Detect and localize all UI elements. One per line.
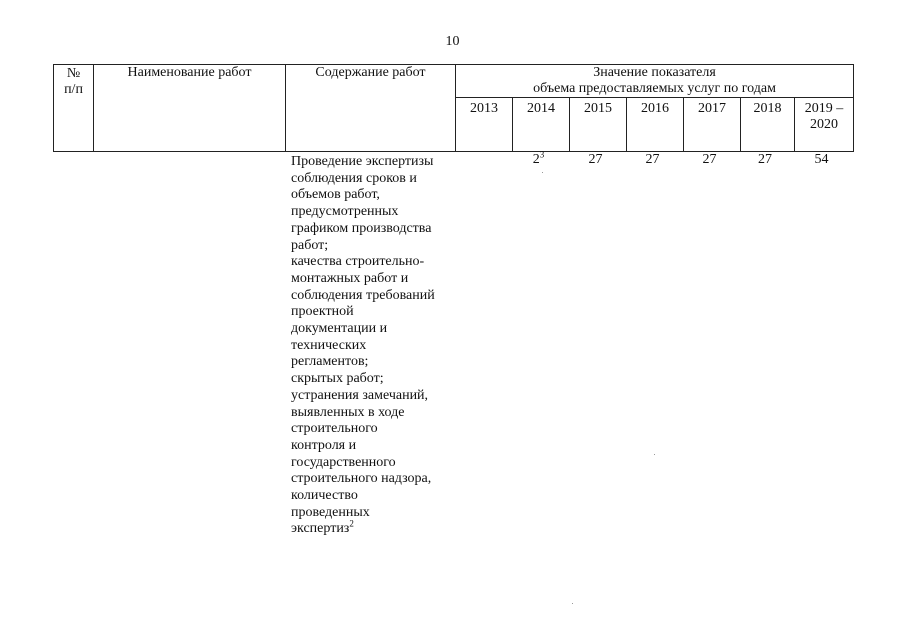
content-line: строительного (291, 421, 378, 437)
header-indicator-value (456, 65, 854, 98)
content-line: предусмотренных (291, 204, 399, 220)
value-2018: 27 (758, 152, 772, 167)
content-line: Проведение экспертизы (291, 154, 434, 169)
header-year-2018: 2018 (741, 98, 795, 152)
header-work-content: Содержание работ (286, 65, 456, 152)
content-line: проектной (291, 304, 354, 320)
content-line: устранения замечаний, (291, 387, 429, 403)
footnote-marker: 2 (349, 518, 354, 529)
scan-speck (542, 172, 543, 173)
header-year-2017: 2017 (684, 98, 741, 152)
content-line: государственного (291, 454, 396, 470)
content-line: скрытых работ; (291, 371, 384, 387)
content-line: соблюдения сроков и (291, 170, 417, 186)
header-number-line2: п/п (64, 82, 83, 97)
content-line: проведенных (291, 504, 370, 520)
header-year-2016: 2016 (627, 98, 684, 152)
value-2017: 27 (702, 152, 717, 167)
content-line-last (291, 518, 456, 538)
content-line: технических (291, 337, 367, 353)
content-line: графиком производства (291, 220, 432, 236)
header-number (54, 65, 94, 152)
page-number: 10 (445, 34, 460, 49)
works-table-header (53, 64, 854, 152)
content-line: объемов работ, (291, 187, 380, 203)
content-line: соблюдения требований (291, 287, 435, 303)
header-work-name: Наименование работ (94, 65, 286, 152)
work-content-cell (291, 154, 456, 538)
content-line: контроля и (291, 437, 357, 453)
header-number-line1: № (66, 66, 81, 81)
content-line: документации и (291, 321, 388, 337)
footnote-marker: 3 (539, 149, 545, 160)
content-line: количество (291, 488, 358, 504)
value-2014 (510, 149, 567, 168)
scan-speck (654, 454, 655, 455)
header-year-2020-line: 2020 (810, 117, 839, 132)
value-2016: 27 (645, 152, 660, 167)
header-indicator-line1: Значение показателя (593, 65, 716, 80)
content-line: выявленных в ходе (291, 404, 405, 420)
header-year-2013: 2013 (456, 98, 513, 152)
content-line: монтажных работ и (291, 270, 409, 286)
content-last-text: экспертиз (291, 521, 350, 537)
header-year-2019-line: 2019 – (804, 101, 844, 116)
header-year-2015: 2015 (570, 98, 627, 152)
content-line: строительного надзора, (291, 471, 432, 487)
header-year-2014: 2014 (513, 98, 570, 152)
content-line: регламентов; (291, 354, 369, 370)
content-line: работ; (291, 237, 329, 253)
content-line: качества строительно- (291, 254, 425, 270)
value-2014-number: 2 (532, 152, 540, 167)
header-year-2019-2020 (795, 98, 854, 152)
scan-speck (572, 603, 573, 604)
value-2019-2020: 54 (814, 152, 829, 167)
header-indicator-line2: объема предоставляемых услуг по годам (533, 81, 776, 96)
value-2015: 27 (588, 152, 603, 167)
